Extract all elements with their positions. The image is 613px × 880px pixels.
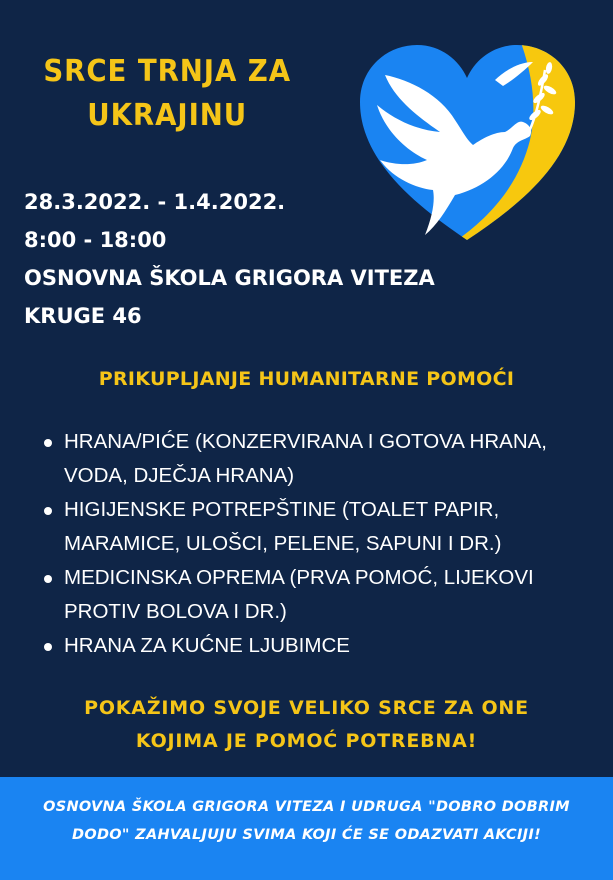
footer-banner — [0, 777, 613, 880]
bullet-icon — [44, 439, 52, 447]
collection-heading: PRIKUPLJANJE HUMANITARNE POMOĆI — [98, 368, 515, 390]
list-item-line-2: VODA, DJEČJA HRANA) — [64, 464, 295, 487]
list-item — [40, 629, 585, 663]
event-address: KRUGE 46 — [24, 304, 142, 328]
list-item-line-1: MEDICINSKA OPREMA (PRVA POMOĆ, LIJEKOVI — [64, 566, 534, 589]
event-dates: 28.3.2022. - 1.4.2022. — [24, 190, 286, 214]
poster-title — [20, 50, 314, 138]
list-item-line-2: PROTIV BOLOVA I DR.) — [64, 600, 287, 623]
closing-line-2: KOJIMA JE POMOĆ POTREBNA! — [135, 730, 478, 752]
event-hours: 8:00 - 18:00 — [24, 228, 167, 252]
list-item — [40, 493, 585, 561]
title-line-2: UKRAJINU — [87, 98, 248, 133]
closing-line-1: POKAŽIMO SVOJE VELIKO SRCE ZA ONE — [84, 697, 529, 719]
list-item-line-1: HRANA/PIĆE (KONZERVIRANA I GOTOVA HRANA, — [64, 430, 547, 453]
closing-message — [0, 692, 613, 758]
footer-text — [0, 793, 613, 849]
list-item-line-1: HIGIJENSKE POTREPŠTINE (TOALET PAPIR, — [64, 498, 500, 521]
title-line-1: SRCE TRNJA ZA — [43, 54, 291, 89]
list-item-line-1: HRANA ZA KUĆNE LJUBIMCE — [64, 634, 350, 657]
footer-line-1: OSNOVNA ŠKOLA GRIGORA VITEZA I UDRUGA "DOBRO DOBRIM — [43, 799, 570, 815]
event-info — [24, 183, 435, 335]
list-item — [40, 561, 585, 629]
list-item-line-2: MARAMICE, ULOŠCI, PELENE, SAPUNI I DR.) — [64, 532, 502, 555]
event-school: OSNOVNA ŠKOLA GRIGORA VITEZA — [24, 266, 435, 290]
bullet-icon — [44, 643, 52, 651]
bullet-icon — [44, 575, 52, 583]
list-item — [40, 425, 585, 493]
footer-line-2: DODO" ZAHVALJUJU SVIMA KOJI ĆE SE ODAZVATI AKCIJI! — [72, 827, 541, 843]
donation-list — [40, 425, 585, 663]
bullet-icon — [44, 507, 52, 515]
